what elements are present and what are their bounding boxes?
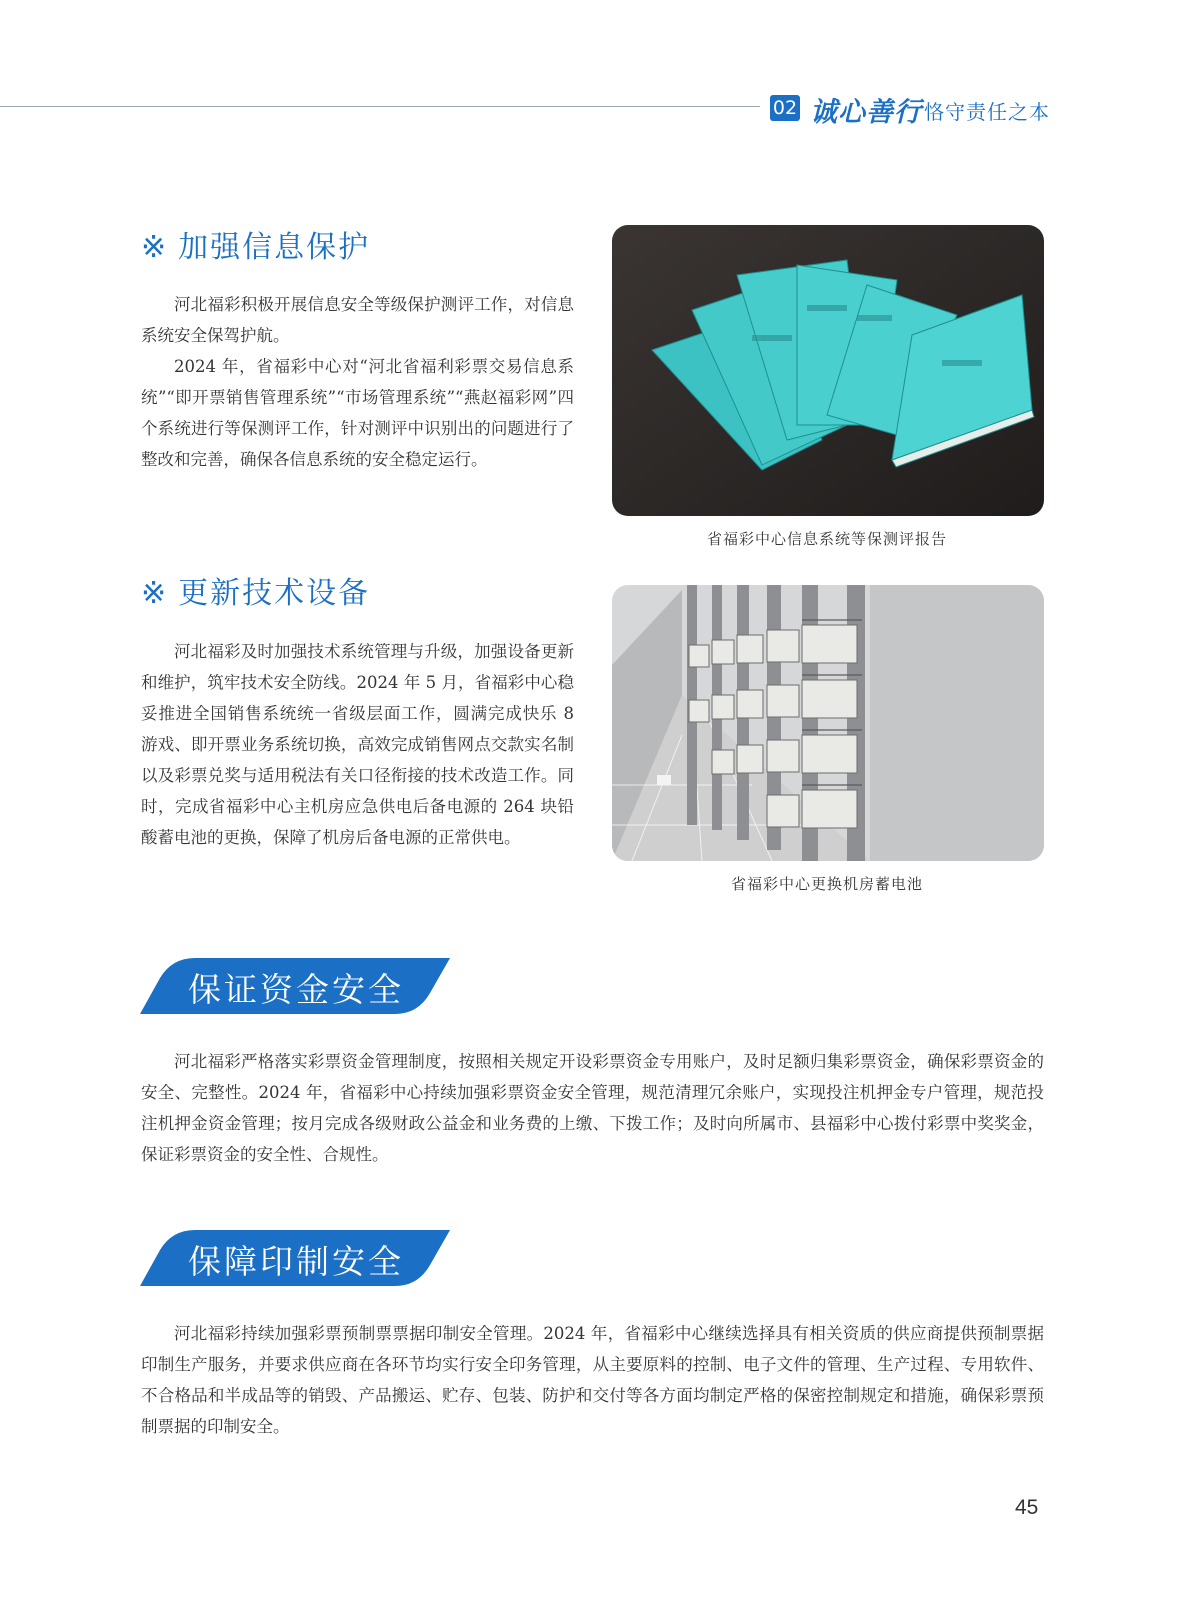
banner-heading-printing-security [140, 1230, 450, 1286]
photo-battery-room [612, 585, 1044, 861]
section-heading-tech-equipment [141, 568, 370, 612]
chapter-title-script: 诚心善行 [810, 97, 922, 128]
header-rule [0, 106, 760, 107]
reports-illustration [612, 225, 1044, 516]
reference-mark-icon: ※ [141, 230, 169, 265]
banner-heading-fund-security [140, 958, 450, 1014]
section-title: 更新技术设备 [178, 576, 371, 611]
chapter-number-badge: 02 [770, 95, 800, 121]
photo-assessment-reports [612, 225, 1044, 516]
section-heading-info-protection [141, 222, 370, 266]
section-paragraph: 2024 年，省福彩中心对“河北省福利彩票交易信息系统”“即开票销售管理系统”“市场管理系统”“燕赵福彩网”四个系统进行等保测评工作，针对测评中识别出的问题进行了整改和完善，确保各信息系统的安全稳定运行。 [141, 357, 574, 469]
section-paragraph: 河北福彩积极开展信息安全等级保护测评工作，对信息系统安全保驾护航。 [141, 295, 574, 345]
section-title: 加强信息保护 [178, 230, 371, 265]
battery-room-illustration [612, 585, 1044, 861]
banner-title: 保证资金安全 [188, 970, 404, 1009]
banner-paragraph: 河北福彩持续加强彩票预制票票据印制安全管理。2024 年，省福彩中心继续选择具有相关资质的供应商提供预制票据印制生产服务，并要求供应商在各环节均实行安全印务管理，从主要原料的控制、电子文件的管理、生产过程、专用软件、不合格品和半成品等的销毁、产品搬运、贮存、包装、防护和交付等各方面均制定严格的保密控制规定和措施，确保彩票预制票据的印制安全。 [141, 1324, 1044, 1436]
chapter-subtitle: 恪守责任之本 [924, 100, 1050, 124]
reference-mark-icon: ※ [141, 576, 169, 611]
page-number: 45 [1015, 1496, 1039, 1519]
photo-caption: 省福彩中心信息系统等保测评报告 [706, 530, 947, 548]
banner-paragraph: 河北福彩严格落实彩票资金管理制度，按照相关规定开设彩票资金专用账户，及时足额归集彩票资金，确保彩票资金的安全、完整性。2024 年，省福彩中心持续加强彩票资金安全管理，规范清理冗余账户，实现投注机押金专户管理，规范投注机押金资金管理；按月完成各级财政公益金和业务费的上缴、下拨工作；及时向所属市、县福彩中心拨付彩票中奖奖金，保证彩票资金的安全性、合规性。 [141, 1052, 1044, 1164]
banner-title: 保障印制安全 [188, 1242, 404, 1281]
section-paragraph: 河北福彩及时加强技术系统管理与升级，加强设备更新和维护，筑牢技术安全防线。2024 年 5 月，省福彩中心稳妥推进全国销售系统统一省级层面工作，圆满完成快乐 8 游戏、即开票业务系统切换，高效完成销售网点交款实名制以及彩票兑奖与适用税法有关口径衔接的技术改造工作。同时，完成省福彩中心主机房应急供电后备电源的 264 块铅酸蓄电池的更换，保障了机房后备电源的正常供电。 [141, 642, 574, 847]
photo-caption: 省福彩中心更换机房蓄电池 [730, 875, 923, 893]
